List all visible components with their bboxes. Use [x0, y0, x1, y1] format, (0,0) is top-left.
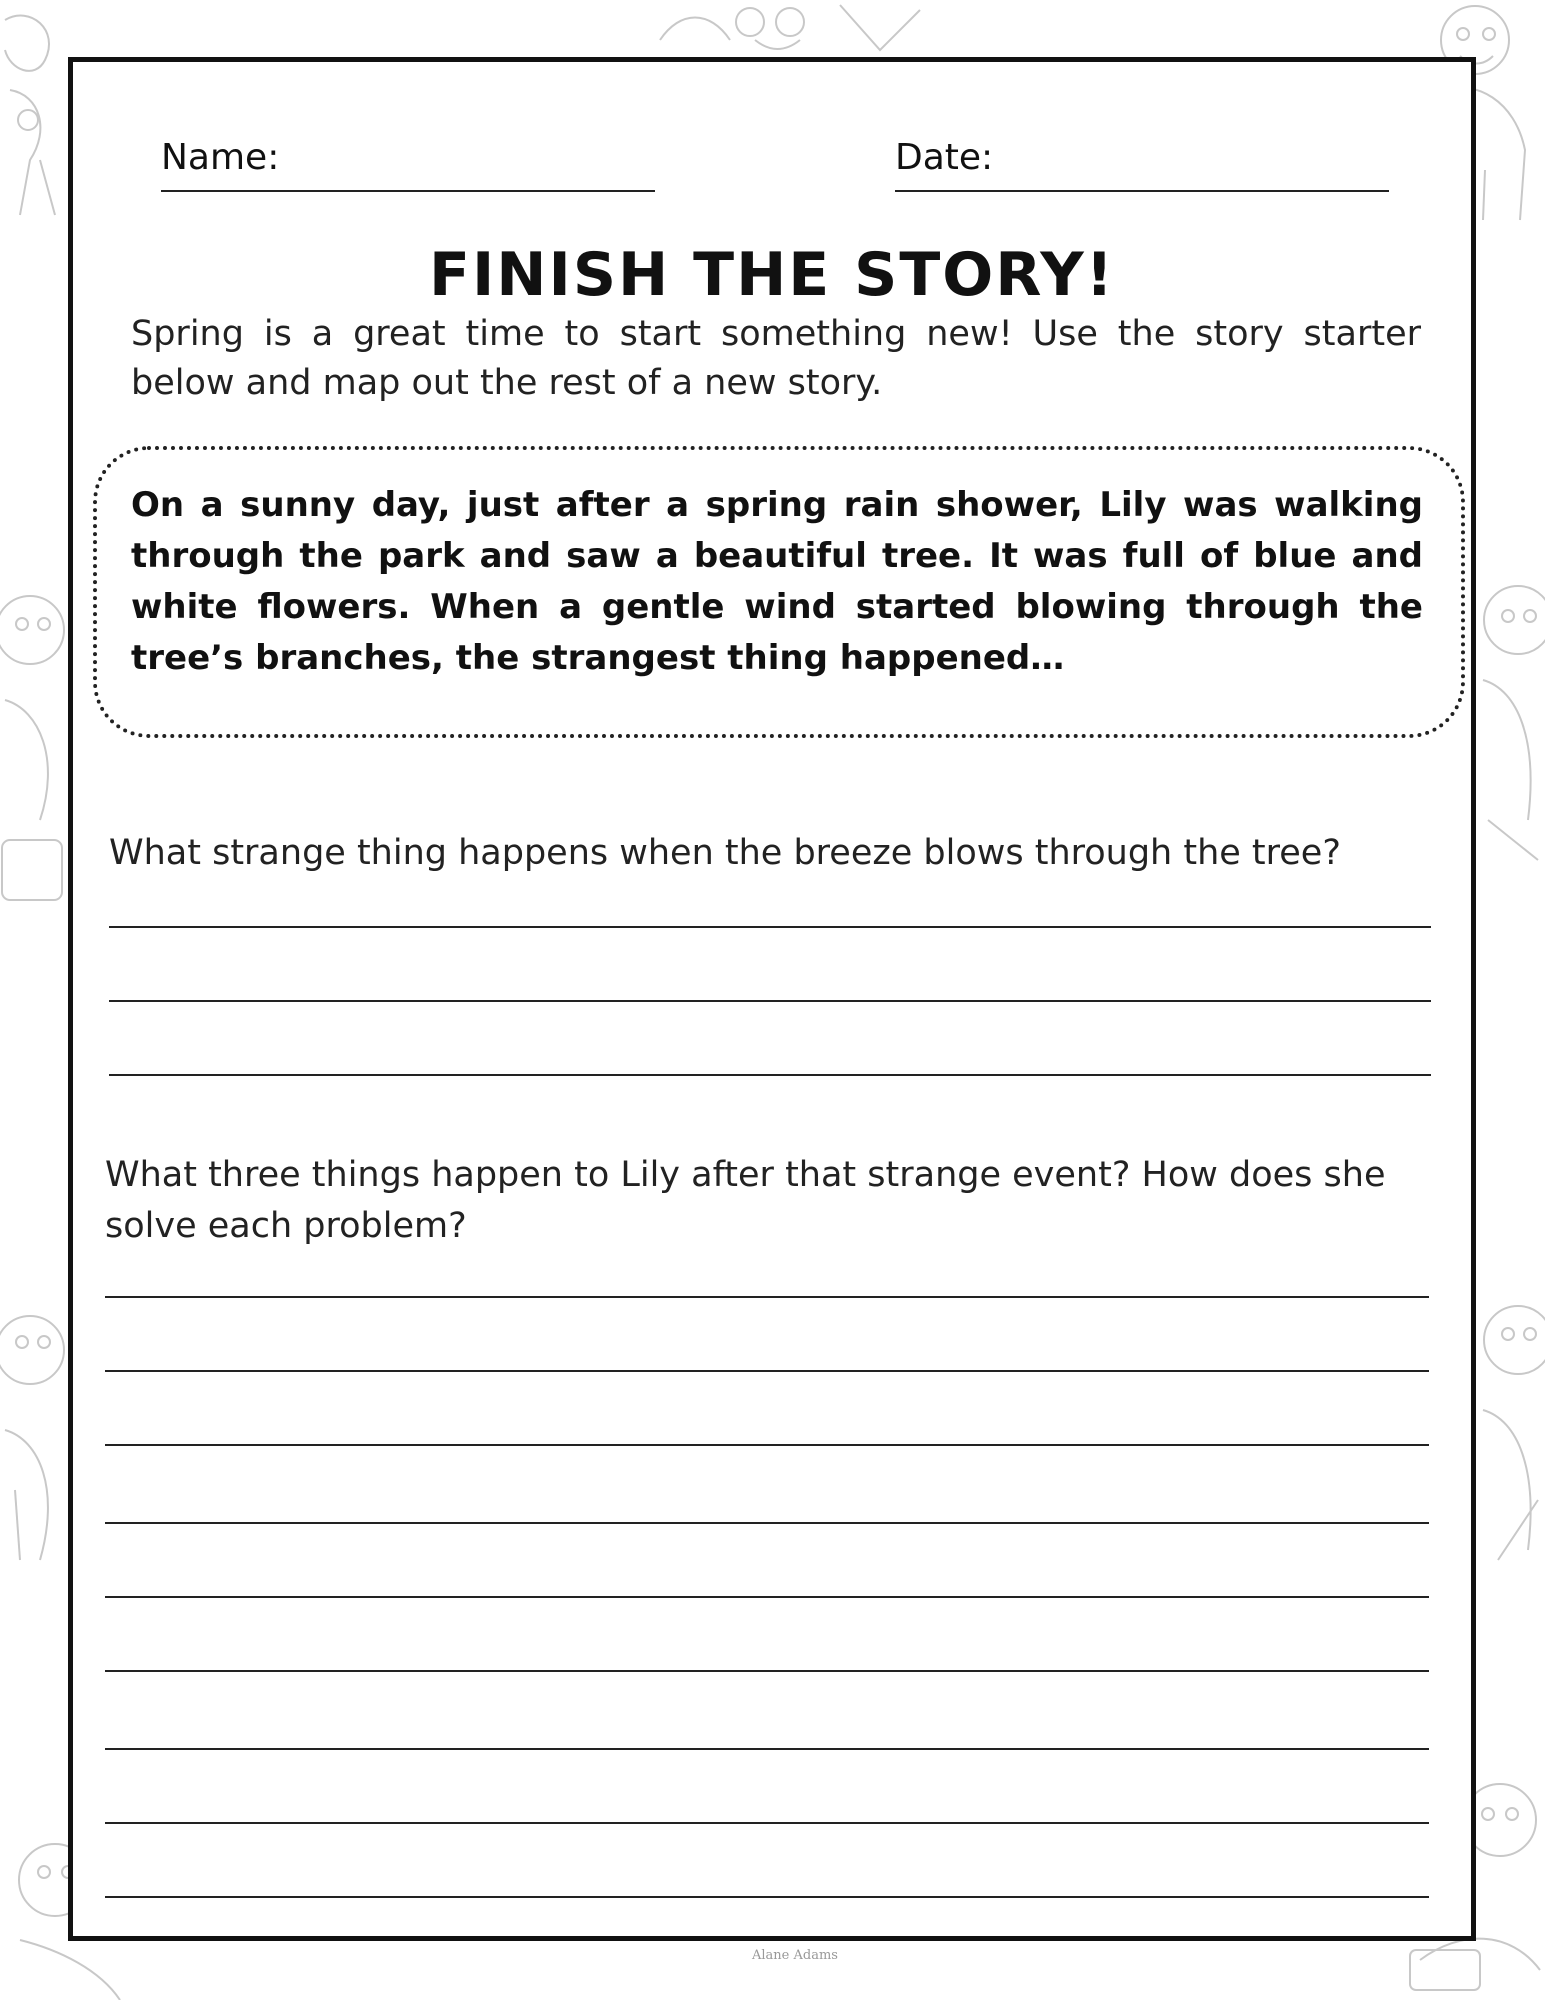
story-starter-text: On a sunny day, just after a spring rain shower, Lily was walking through the park and saw a beautiful tree. It was full of blue and white flowers. When a gentle wind started blowing through the tree’s branches, the strangest thing happened…	[131, 485, 1423, 678]
cartoon-character-doodle-left-middle	[0, 560, 70, 920]
date-label: Date:	[895, 137, 994, 178]
cartoon-character-doodle-top-left	[0, 0, 70, 220]
answer-line-q1-3[interactable]	[109, 1074, 1431, 1076]
answer-line-q2-8[interactable]	[105, 1822, 1429, 1824]
answer-line-q2-5[interactable]	[105, 1596, 1429, 1598]
answer-line-q2-9[interactable]	[105, 1896, 1429, 1898]
cartoon-character-doodle-left-lower	[0, 1270, 70, 1570]
answer-line-q2-1[interactable]	[105, 1296, 1429, 1298]
question-2: What three things happen to Lily after that strange event? How does she solve each problem?	[105, 1155, 1386, 1246]
intro-text: Spring is a great time to start something new! Use the story starter below and map out the rest of a new story.	[131, 314, 1421, 403]
name-field-line[interactable]	[161, 190, 655, 192]
name-label: Name:	[161, 137, 280, 178]
question-1: What strange thing happens when the breeze blows through the tree?	[109, 833, 1341, 873]
answer-line-q2-6[interactable]	[105, 1670, 1429, 1672]
answer-line-q2-2[interactable]	[105, 1370, 1429, 1372]
cartoon-character-doodle-right-lower	[1478, 1260, 1545, 1580]
cartoon-character-doodle-top-center	[640, 0, 940, 56]
answer-line-q2-3[interactable]	[105, 1444, 1429, 1446]
answer-line-q2-4[interactable]	[105, 1522, 1429, 1524]
publisher-logo: Alane Adams	[752, 1948, 838, 1963]
page-title: FINISH THE STORY!	[428, 240, 1116, 310]
worksheet-frame	[68, 57, 1476, 1941]
cartoon-character-doodle-right-middle	[1478, 580, 1545, 880]
answer-line-q2-7[interactable]	[105, 1748, 1429, 1750]
answer-line-q1-1[interactable]	[109, 926, 1431, 928]
answer-line-q1-2[interactable]	[109, 1000, 1431, 1002]
date-field-line[interactable]	[895, 190, 1389, 192]
